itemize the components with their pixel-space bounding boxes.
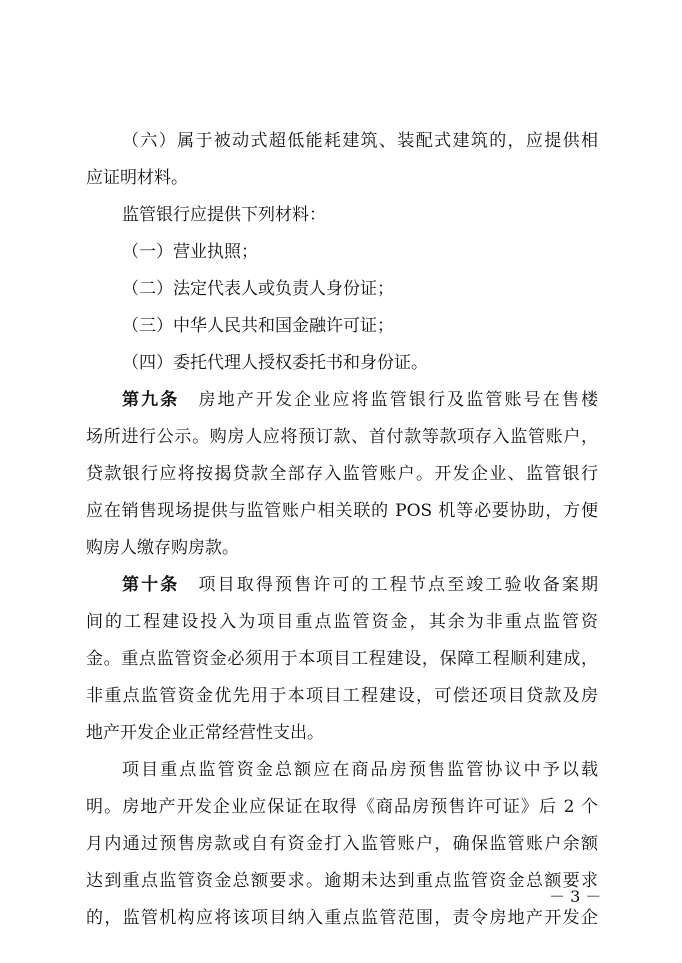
text-line [86, 678, 598, 715]
text-line [86, 345, 598, 382]
line-text: 的，监管机构应将该项目纳入重点监管范围，责令房地产开发企 [86, 908, 598, 928]
line-text: 购房人缴存购房款。 [86, 538, 239, 558]
text-line [86, 493, 598, 530]
line-text: 达到重点监管资金总额要求。逾期未达到重点监管资金总额要求 [86, 871, 598, 891]
line-text: （六）属于被动式超低能耗建筑、装配式建筑的，应提供相 [122, 131, 598, 151]
line-text: 月内通过预售房款或自有资金打入监管账户，确保监管账户余额 [86, 834, 598, 854]
line-text: 地产开发企业正常经营性支出。 [86, 723, 324, 743]
line-text: 贷款银行应将按揭贷款全部存入监管账户。开发企业、监管银行 [86, 464, 598, 484]
line-text: 房地产开发企业应将监管银行及监管账号在售楼 [198, 390, 598, 410]
document-body [86, 123, 598, 937]
line-text: 明。房地产开发企业应保证在取得《商品房预售许可证》后 2 个 [86, 797, 598, 817]
line-text: 应证明材料。 [86, 168, 188, 188]
line-text: （一）营业执照； [122, 242, 258, 262]
page-number: － 3 － [549, 887, 602, 906]
text-line [86, 197, 598, 234]
line-text: 监管银行应提供下列材料： [122, 205, 326, 225]
line-text: （四）委托代理人授权委托书和身份证。 [122, 353, 428, 373]
line-text: 项目重点监管资金总额应在商品房预售监管协议中予以载 [122, 760, 598, 780]
line-text: 项目取得预售许可的工程节点至竣工验收备案期 [198, 575, 598, 595]
text-line [86, 826, 598, 863]
article-heading: 第九条 [122, 390, 180, 410]
article-heading: 第十条 [122, 575, 180, 595]
text-line [86, 789, 598, 826]
line-text: 应在销售现场提供与监管账户相关联的 POS 机等必要协助，方便 [86, 501, 598, 521]
line-text: （三）中华人民共和国金融许可证； [122, 316, 394, 336]
line-text: 场所进行公示。购房人应将预订款、首付款等款项存入监管账户， [86, 427, 598, 447]
line-text: 非重点监管资金优先用于本项目工程建设，可偿还项目贷款及房 [86, 686, 598, 706]
text-line [86, 271, 598, 308]
text-line [86, 456, 598, 493]
text-line [86, 863, 598, 900]
text-line [86, 752, 598, 789]
text-line [86, 419, 598, 456]
text-line [86, 123, 598, 160]
text-line [86, 604, 598, 641]
text-line [86, 641, 598, 678]
text-line [86, 715, 598, 752]
text-line [86, 382, 598, 419]
text-line [86, 160, 598, 197]
line-text: （二）法定代表人或负责人身份证； [122, 279, 394, 299]
text-line [86, 900, 598, 937]
line-text: 金。重点监管资金必须用于本项目工程建设，保障工程顺利建成， [86, 649, 598, 669]
text-line [86, 234, 598, 271]
text-line [86, 308, 598, 345]
text-line [86, 567, 598, 604]
line-text: 间的工程建设投入为项目重点监管资金，其余为非重点监管资 [86, 612, 598, 632]
text-line [86, 530, 598, 567]
